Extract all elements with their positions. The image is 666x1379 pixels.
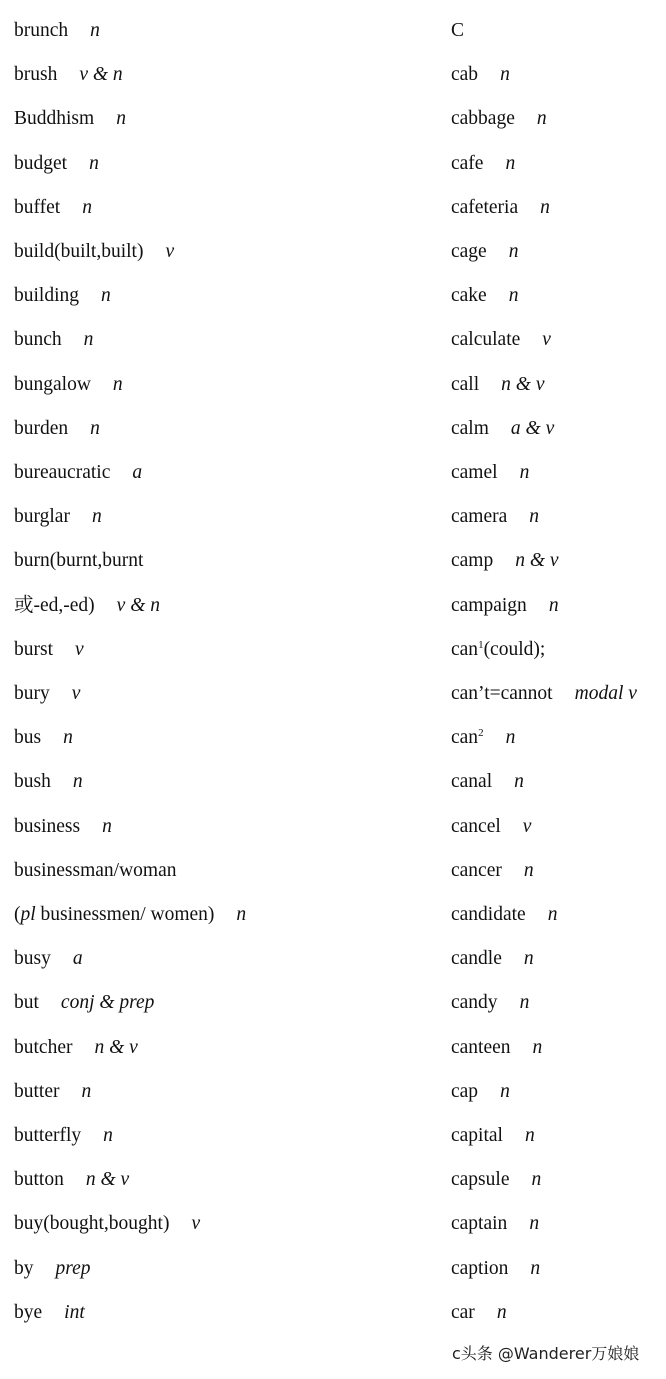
entry-part-of-speech: modal v <box>574 683 637 704</box>
entry-word: canteen <box>451 1036 511 1058</box>
entry-part-of-speech: n & v <box>85 1169 130 1191</box>
vocab-entry <box>14 893 246 937</box>
entry-part-of-speech: n & v <box>501 373 545 395</box>
vocab-entry <box>14 318 93 362</box>
vocab-entry <box>451 1291 507 1335</box>
entry-word: but <box>14 992 39 1014</box>
entry-part-of-speech: n <box>529 506 540 528</box>
entry-word: capsule <box>451 1169 510 1191</box>
entry-part-of-speech: n <box>532 1036 543 1058</box>
entry-word: bush <box>14 771 51 793</box>
vocab-entry <box>451 760 524 804</box>
vocab-entry <box>14 1247 91 1291</box>
entry-part-of-speech: n <box>90 20 100 41</box>
vocab-entry <box>451 230 518 274</box>
vocab-entry <box>451 318 551 362</box>
entry-word: campaign <box>451 594 527 616</box>
vocab-entry <box>14 672 80 716</box>
vocab-entry <box>14 937 83 981</box>
entry-part-of-speech: n <box>89 152 99 174</box>
vocab-entry <box>451 893 557 937</box>
entry-word: car <box>451 1301 475 1323</box>
vocab-entry <box>451 849 534 893</box>
entry-word: budget <box>14 152 68 174</box>
vocab-entry <box>14 9 100 53</box>
vocab-entry <box>14 584 160 628</box>
entry-part-of-speech: a & v <box>510 417 555 439</box>
entry-part-of-speech: v <box>191 1213 201 1235</box>
entry-part-of-speech: prep <box>55 1257 91 1279</box>
vocab-entry <box>14 1070 91 1114</box>
entry-word: brush <box>14 64 58 86</box>
entry-word: button <box>14 1169 64 1191</box>
entry-word: bungalow <box>14 373 91 395</box>
entry-word: cap <box>451 1080 479 1102</box>
entry-part-of-speech: n <box>529 1213 540 1235</box>
entry-word: candy <box>451 992 498 1014</box>
entry-part-of-speech: n <box>496 1301 507 1323</box>
entry-word: cab <box>451 64 479 86</box>
vocab-entry <box>451 142 515 186</box>
entry-word: burst <box>14 638 53 660</box>
entry-word: bureaucratic <box>14 462 111 483</box>
vocab-entry <box>451 805 531 849</box>
entry-part-of-speech: n <box>514 771 524 793</box>
entry-part-of-speech: n <box>531 1169 542 1191</box>
vocab-entry <box>451 1202 539 1246</box>
entry-prefix: ( <box>14 904 21 925</box>
entry-word: butterfly <box>14 1125 82 1146</box>
entry-word: burn(burnt,burnt <box>14 550 144 572</box>
entry-part-of-speech: n <box>81 1080 92 1102</box>
entry-word: busy <box>14 948 51 970</box>
entry-part-of-speech: n & v <box>515 550 559 572</box>
entry-word: cage <box>451 241 487 262</box>
entry-word: brunch <box>14 20 69 41</box>
entry-word: camel <box>451 462 498 483</box>
entry-word: by <box>14 1257 34 1279</box>
vocab-entry <box>451 53 510 97</box>
vocab-entry <box>451 628 545 672</box>
vocab-entry <box>451 1026 542 1070</box>
entry-part-of-speech: n <box>500 64 510 86</box>
entry-word: captain <box>451 1213 508 1235</box>
entry-part-of-speech: n <box>523 859 534 881</box>
entry-word: calm <box>451 417 489 439</box>
entry-part-of-speech: n <box>112 373 123 395</box>
entry-word: build(built,built) <box>14 241 144 262</box>
entry-word: Buddhism <box>14 108 95 130</box>
entry-tail: (could); <box>483 638 546 660</box>
entry-part-of-speech: a <box>132 462 143 483</box>
entry-word: caption <box>451 1257 509 1279</box>
entry-part-of-speech: n <box>508 285 519 307</box>
entry-word: cancel <box>451 815 501 837</box>
entry-word: bunch <box>14 329 62 351</box>
vocab-entry <box>451 584 559 628</box>
entry-part-of-speech: n <box>236 904 247 925</box>
vocab-entry <box>14 97 126 141</box>
entry-word: capital <box>451 1125 503 1146</box>
entry-part-of-speech: n <box>530 1257 541 1279</box>
vocab-entry <box>451 363 544 407</box>
vocab-entry <box>451 981 529 1025</box>
entry-part-of-speech: n <box>523 948 534 970</box>
vocab-entry <box>451 1158 541 1202</box>
entry-part-of-speech: v <box>165 241 175 262</box>
entry-word: 或-ed,-ed) <box>14 594 95 616</box>
entry-word: butter <box>14 1080 60 1102</box>
vocab-entry <box>14 1291 85 1335</box>
vocab-entry <box>14 1202 200 1246</box>
entry-word: businessman/woman <box>14 859 177 881</box>
entry-part-of-speech: n <box>508 241 519 262</box>
vocab-entry <box>451 186 550 230</box>
entry-prefix-italic: pl <box>20 904 36 925</box>
entry-part-of-speech: n & v <box>94 1036 138 1058</box>
entry-part-of-speech: n <box>90 417 100 439</box>
entry-word: buffet <box>14 196 61 218</box>
vocab-entry <box>14 142 99 186</box>
entry-part-of-speech: n <box>102 815 112 837</box>
entry-part-of-speech: v & n <box>116 594 160 616</box>
vocab-entry <box>451 274 518 318</box>
vocab-entry <box>451 451 529 495</box>
entry-word: call <box>451 373 480 395</box>
vocab-entry <box>14 849 176 893</box>
entry-superscript: 2 <box>478 727 484 740</box>
entry-word: camera <box>451 506 508 528</box>
entry-part-of-speech: n <box>500 1080 510 1102</box>
entry-word: can <box>451 727 479 749</box>
vocab-entry <box>451 937 534 981</box>
vocab-entry <box>14 805 112 849</box>
entry-word: can <box>451 638 479 660</box>
entry-word: candidate <box>451 904 526 925</box>
entry-word: building <box>14 285 80 307</box>
entry-word: C <box>451 20 465 41</box>
entry-word: business <box>14 815 81 837</box>
vocab-entry <box>14 53 123 97</box>
entry-word: bury <box>14 683 50 704</box>
entry-word: candle <box>451 948 502 970</box>
entry-word: bus <box>14 727 42 749</box>
vocab-entry <box>451 672 637 716</box>
entry-part-of-speech: n <box>72 771 83 793</box>
entry-word: cake <box>451 285 487 307</box>
entry-part-of-speech: n <box>547 904 558 925</box>
vocab-entry <box>14 716 73 760</box>
entry-word: calculate <box>451 329 521 351</box>
entry-part-of-speech: v <box>75 638 84 660</box>
vocab-entry <box>451 407 554 451</box>
entry-part-of-speech: n <box>524 1125 535 1146</box>
vocab-entry <box>451 539 559 583</box>
entry-part-of-speech: n <box>519 992 530 1014</box>
entry-word: canal <box>451 771 493 793</box>
vocab-entry <box>14 539 143 583</box>
entry-part-of-speech: n <box>82 196 92 218</box>
vocab-entry <box>451 9 464 53</box>
entry-word: can’t=cannot <box>451 683 553 704</box>
vocab-entry <box>451 1070 510 1114</box>
entry-part-of-speech: v <box>522 815 532 837</box>
entry-part-of-speech: n <box>536 108 547 130</box>
entry-word: butcher <box>14 1036 73 1058</box>
entry-word: bye <box>14 1301 43 1323</box>
entry-part-of-speech: n <box>505 152 516 174</box>
entry-part-of-speech: conj & prep <box>60 992 155 1014</box>
vocab-entry <box>451 716 515 760</box>
vocab-entry <box>14 451 142 495</box>
entry-word: businessmen/ women) <box>35 904 215 925</box>
vocab-entry <box>14 1026 138 1070</box>
entry-word: cabbage <box>451 108 515 130</box>
entry-part-of-speech: n <box>540 196 550 218</box>
vocab-entry <box>14 407 100 451</box>
entry-word: buy(bought,bought) <box>14 1213 170 1235</box>
entry-part-of-speech: a <box>72 948 83 970</box>
entry-word: cafeteria <box>451 196 519 218</box>
entry-part-of-speech: n <box>548 594 559 616</box>
entry-part-of-speech: v <box>71 683 81 704</box>
entry-part-of-speech: n <box>63 727 73 749</box>
entry-part-of-speech: n <box>101 285 111 307</box>
watermark-text: c头条 @Wanderer万娘娘 <box>452 1344 640 1363</box>
vocab-entry <box>14 981 154 1025</box>
entry-word: cancer <box>451 859 502 881</box>
entry-word: burden <box>14 417 69 439</box>
entry-part-of-speech: n <box>91 506 102 528</box>
entry-part-of-speech: n <box>116 108 126 130</box>
entry-part-of-speech: n <box>519 462 530 483</box>
vocab-entry <box>14 628 84 672</box>
entry-part-of-speech: n <box>83 329 94 351</box>
vocab-entry <box>14 1158 129 1202</box>
entry-part-of-speech: n <box>103 1125 113 1146</box>
vocab-entry <box>451 1114 535 1158</box>
entry-part-of-speech: v & n <box>79 64 123 86</box>
vocab-entry <box>451 495 539 539</box>
entry-part-of-speech: v <box>542 329 551 351</box>
entry-part-of-speech: int <box>64 1301 85 1323</box>
vocab-entry <box>14 1114 113 1158</box>
vocab-entry <box>14 363 123 407</box>
entry-part-of-speech: n <box>505 727 516 749</box>
vocab-entry <box>14 274 111 318</box>
vocab-entry <box>14 760 83 804</box>
vocab-entry <box>451 97 547 141</box>
vocab-entry <box>14 495 102 539</box>
entry-superscript: 1 <box>478 638 484 651</box>
vocab-entry <box>14 230 174 274</box>
entry-word: cafe <box>451 152 484 174</box>
entry-word: burglar <box>14 506 70 528</box>
vocab-entry <box>451 1247 540 1291</box>
entry-word: camp <box>451 550 494 572</box>
vocab-entry <box>14 186 92 230</box>
